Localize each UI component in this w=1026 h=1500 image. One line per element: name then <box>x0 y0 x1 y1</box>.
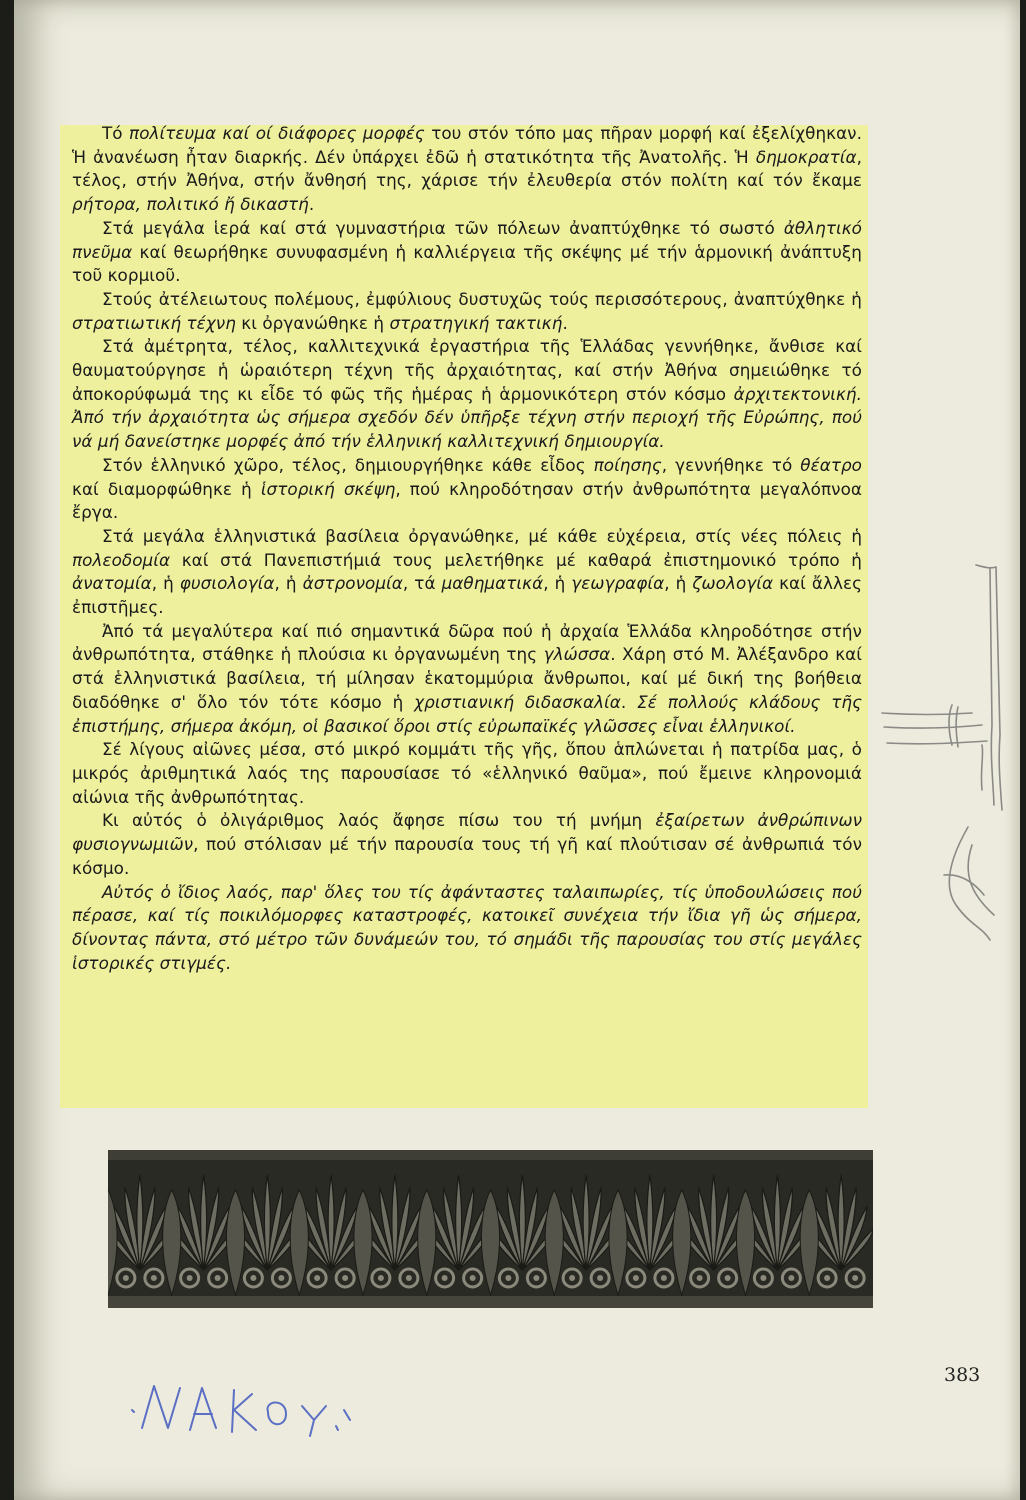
text-run: Ἀπό τά μεγαλύτερα καί πιό σημαντικά δῶρα πού ἡ ἀρχαία Ἑλλάδα κληροδότησε στήν ἀνθρωπότητα, στάθηκε ἡ πλούσια κι ὀργανωμένη της <box>72 620 862 665</box>
text-run: , γεννήθηκε τό <box>661 454 801 475</box>
paragraph <box>72 454 862 525</box>
text-run: Στόν ἑλληνικό χῶρο, τέλος, δημιουργήθηκε κάθε εἶδος <box>102 454 594 475</box>
italic-run: πολίτευμα καί οί διάφορες μορφές <box>129 123 425 143</box>
paragraph <box>72 122 862 217</box>
text-run: Κι αὐτός ὁ ὀλιγάριθμος λαός ἄφησε πίσω του τή μνήμη <box>102 810 656 831</box>
italic-run: ποίησης <box>593 454 662 475</box>
paragraph <box>72 738 862 809</box>
italic-run: θέατρο <box>800 454 862 475</box>
anthemion-frieze-icon <box>108 1150 873 1308</box>
italic-run: ρήτορα, πολιτικό ἤ δικαστή <box>72 194 309 215</box>
text-run: , ἡ <box>543 573 572 594</box>
italic-run: στρατηγική τακτική <box>389 312 563 333</box>
text-run: Σέ λίγους αἰῶνες μέσα, στό μικρό κομμάτι τῆς γῆς, ὅπου ἁπλώνεται ἡ πατρίδα μας, ὁ μικρός ἀριθμητικά λαός της παρουσίασε τό «ἑλληνικό θαῦμα», πού ἔμεινε κληρονομιά αἰώνια τῆς ἀνθρωπότητας. <box>72 739 862 807</box>
italic-run: ἀρχιτεκτονική. Ἀπό τήν ἀρχαιότητα ὡς σήμερα σχεδόν δέν ὑπῆρξε τέχνη στήν περιοχή τῆς Εὐρώπης, πού νά μή δανείστηκε μορφές ἀπό τήν ἑλληνική καλλιτεχνική δημιουργία. <box>72 383 862 452</box>
paragraph <box>72 525 862 620</box>
text-run: , πού στόλισαν μέ τήν παρουσία τους τή γῆ καί πλούτισαν σέ ἀνθρωπιά τόν κόσμο. <box>72 834 862 878</box>
paragraph <box>72 809 862 880</box>
italic-run: ἱστορική σκέψη <box>260 478 396 499</box>
italic-run: γεωγραφία <box>571 573 665 594</box>
text-run: , ἡ <box>664 573 693 594</box>
text-run: Στούς ἀτέλειωτους πολέμους, ἐμφύλιους δυστυχῶς τούς περισσότερους, ἀναπτύχθηκε ἡ <box>102 288 862 309</box>
paragraph <box>72 217 862 288</box>
text-run: Στά μεγάλα ἑλληνιστικά βασίλεια ὀργανώθηκε, μέ κάθε εὐχέρεια, στίς νέες πόλεις ἡ <box>102 525 862 546</box>
text-run: . <box>562 312 568 333</box>
text-run: του στόν τόπο μας πῆραν μορφή καί ἐξελίχθηκαν. Ἡ ἀνανέωση ἦταν διαρκής. Δέν ὑπάρχει ἐδῶ ἡ στατικότητα τῆς Ἀνατολῆς. Ἡ <box>72 123 862 167</box>
text-run: , τά <box>402 573 442 594</box>
italic-run: πολεοδομία <box>72 549 171 570</box>
italic-run: ἀνατομία <box>72 573 152 594</box>
italic-run: στρατιωτική τέχνη <box>72 312 236 333</box>
text-run: , τέλος, στήν Ἀθήνα, στήν ἄνθησή της, χάρισε τήν ἐλευθερία στόν πολίτη καί τόν ἔκαμε <box>72 146 862 191</box>
page-number: 383 <box>944 1364 981 1386</box>
italic-run: μαθηματικά <box>441 573 544 594</box>
pencil-handwriting-scribble <box>124 1370 414 1450</box>
text-run: καί ἄλλες ἐπιστῆμες. <box>72 573 862 618</box>
book-page <box>14 0 1020 1500</box>
italic-run: χριστιανική διδασκαλία <box>414 691 621 712</box>
text-run: . <box>620 691 638 712</box>
italic-run: ἐξαίρετων ἀνθρώπινων φυσιογνωμιῶν <box>72 810 863 855</box>
paragraph <box>72 288 862 335</box>
text-run: . Χάρη στό Μ. Ἀλέξανδρο καί στά ἑλληνιστικά βασίλεια, τή μίλησαν ἑκατομμύρια ἄνθρωποι, καί μέ δική της βοήθεια διαδόθηκε σ' ὅλο τόν τότε κόσμο ἡ <box>72 644 862 712</box>
text-run: , ἡ <box>274 573 303 594</box>
body-text <box>72 122 862 975</box>
paragraph <box>72 881 862 976</box>
italic-run: ἀστρονομία <box>302 573 403 594</box>
text-run: καί στά Πανεπιστήμιά τους μελετήθηκε μέ καθαρά ἐπιστημονικό τρόπο ἡ <box>170 549 862 570</box>
text-run: Στά ἀμέτρητα, τέλος, καλλιτεχνικά ἐργαστήρια τῆς Ἑλλάδας γεννήθηκε, ἄνθισε καί θαυματούργησε ἡ ὡραιότερη τέχνη τῆς ἀρχαιότητας, καί στήν Ἀθήνα σημειώθηκε τό ἀποκορύφωμά της κι εἶδε τό φῶς τῆς ἡμέρας ἡ ἁρμονικότερη στόν κόσμο <box>72 336 862 404</box>
text-run: κι ὀργανώθηκε ἡ <box>235 312 390 333</box>
text-run: , ἡ <box>151 573 180 594</box>
italic-run: Αὐτός ὁ ἴδιος λαός, παρ' ὅλες του τίς ἀφάνταστες ταλαιπωρίες, τίς ὑποδουλώσεις πού πέρασε, καί τίς ποικιλόμορφες καταστροφές, κατοικεῖ συνέχεια τήν ἴδια γῆ ὡς σήμερα, δίνοντας πάντα, στό μέτρο τῶν δυνάμεών του, τό σημάδι τῆς παρουσίας του στίς μεγάλες ἱστορικές στιγμές. <box>72 881 862 973</box>
text-run: καί διαμορφώθηκε ἡ <box>72 478 261 499</box>
italic-run: φυσιολογία <box>179 573 275 594</box>
text-run: Τό <box>102 123 130 143</box>
anthemion-frieze-image <box>108 1150 873 1308</box>
italic-run: ἀθλητικό πνεῦμα <box>72 217 862 262</box>
italic-run: δημοκρατία <box>755 146 857 167</box>
paragraph <box>72 620 862 739</box>
text-run: . <box>308 194 315 215</box>
italic-run: ζωολογία <box>692 573 774 594</box>
italic-run: γλώσσα <box>543 644 611 665</box>
paragraph <box>72 335 862 454</box>
pencil-margin-marks <box>872 555 1026 975</box>
text-run: καί θεωρήθηκε συνυφασμένη ἡ καλλιέργεια τῆς σκέψης μέ τήν ἁρμονική ἀνάπτυξη τοῦ κορμιοῦ. <box>72 241 862 286</box>
italic-run: Σέ πολλούς κλάδους τῆς ἐπιστήμης, σήμερα ἀκόμη, οἱ βασικοί ὅροι στίς εὐρωπαϊκές γλῶσσες εἶναι ἑλληνικοί. <box>72 691 862 736</box>
text-run: , πού κληροδότησαν στήν ἀνθρωπότητα μεγαλόπνοα ἔργα. <box>72 478 862 523</box>
text-run: Στά μεγάλα ἱερά καί στά γυμναστήρια τῶν πόλεων ἀναπτύχθηκε τό σωστό <box>102 217 784 238</box>
